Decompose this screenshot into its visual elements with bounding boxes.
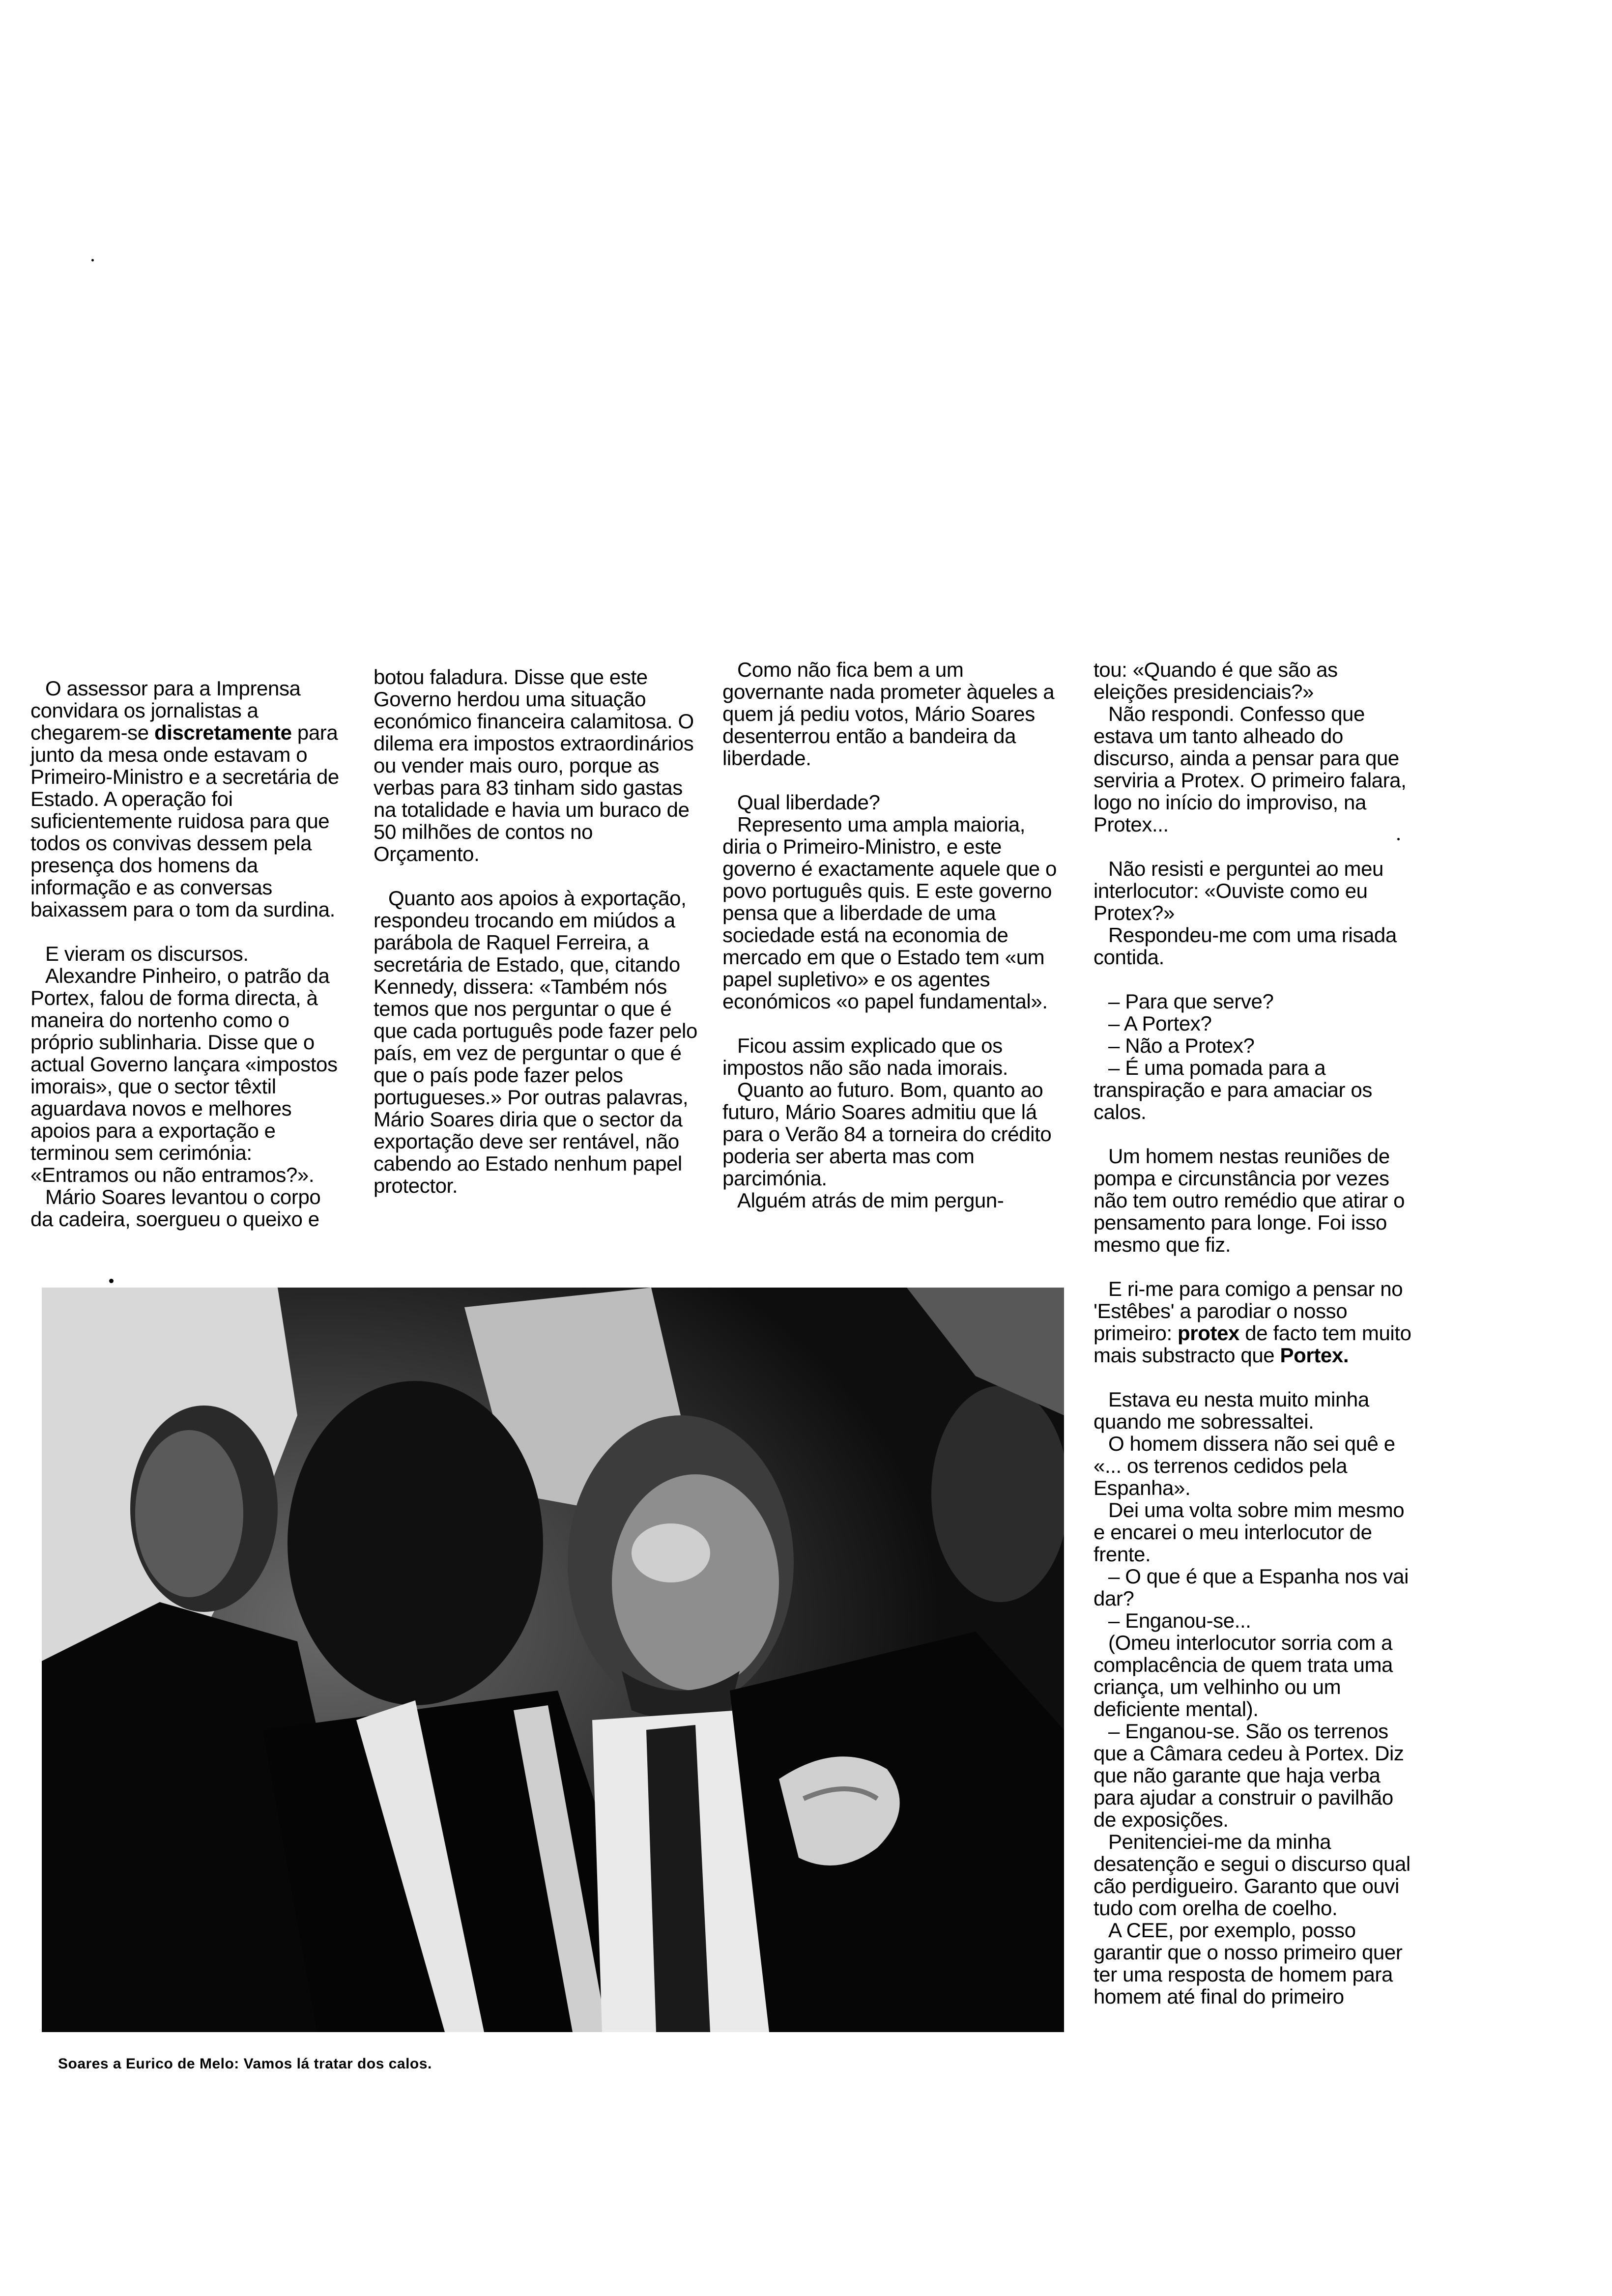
paragraph: Não resisti e perguntei ao meu interlocutor: «Ouviste como eu Protex?» xyxy=(1094,857,1383,924)
paragraph: Qual liberdade? xyxy=(737,791,880,814)
paragraph: E vieram os discursos. xyxy=(45,942,249,965)
photo-caption: Soares a Eurico de Melo: Vamos lá tratar dos calos. xyxy=(58,2056,432,2072)
paragraph: – Enganou-se... xyxy=(1108,1609,1251,1632)
paragraph: O homem dissera não sei quê e «... os terrenos cedidos pela Espanha». xyxy=(1094,1432,1395,1499)
paragraph: Um homem nestas reuniões de pompa e circunstância por vezes não tem outro remédio que atirar o pensamento para longe. Foi isso mesmo que fiz. xyxy=(1094,1145,1405,1256)
paragraph: Não respondi. Confesso que estava um tanto alheado do discurso, ainda a pensar para que serviria a Protex. O primeiro falara, logo no início do improviso, na Protex... xyxy=(1094,702,1407,836)
text: E ri-me para comigo a pensar no 'Estêbes' a parodiar o nosso primeiro: xyxy=(1094,1277,1403,1345)
photo-illustration xyxy=(42,1288,1064,2032)
paragraph: Respondeu-me com uma risada contida. xyxy=(1094,923,1397,969)
paragraph: Estava eu nesta muito minha quando me sobressaltei. xyxy=(1094,1388,1369,1433)
article-column-3 xyxy=(722,659,1057,1211)
article-column-2 xyxy=(374,666,703,1197)
paragraph: Alexandre Pinheiro, o patrão da Portex, falou de forma directa, à maneira do nortenho como o próprio sublinharia. Disse que o actual Governo lançara «impostos imorais», que o sector têxtil aguardava novos e melhores apoios para a exportação e terminou sem cerimónia: «Entramos ou não entramos?». xyxy=(30,964,338,1186)
paragraph: Alguém atrás de mim pergun- xyxy=(737,1189,1004,1212)
article-column-1 xyxy=(30,677,345,1230)
paragraph: Penitenciei-me da minha desatenção e segui o discurso qual cão perdigueiro. Garanto que ouvi tudo com orelha de coelho. xyxy=(1094,1830,1410,1920)
emphasis: discretamente xyxy=(154,721,292,744)
dialogue-line: – A Portex? xyxy=(1108,1012,1212,1035)
paragraph: A CEE, por exemplo, posso garantir que o nosso primeiro quer ter uma resposta de homem para homem até final do primeiro xyxy=(1094,1919,1403,2008)
speck xyxy=(91,259,94,261)
paragraph: Ficou assim explicado que os impostos não são nada imorais. xyxy=(722,1034,1008,1079)
text: O assessor para a Imprensa convidara os jornalistas a chegarem-se xyxy=(30,677,301,744)
dialogue-line: – Para que serve? xyxy=(1108,990,1274,1013)
text: para junto da mesa onde estavam o Primeiro-Ministro e a secretária de Estado. A operação foi suficientemente ruidosa para que todos os convivas dessem pela presença dos homens da informação e as conversas baixassem para o tom da surdina. xyxy=(30,721,339,921)
paragraph: – O que é que a Espanha nos vai dar? xyxy=(1094,1565,1409,1610)
news-photo xyxy=(42,1288,1064,2032)
paragraph xyxy=(30,677,345,920)
paragraph: Mário Soares levantou o corpo da cadeira, soergueu o queixo e xyxy=(30,1185,321,1231)
paragraph xyxy=(1094,1278,1413,1366)
paragraph: Represento uma ampla maioria, diria o Primeiro-Ministro, e este governo é exactamente aquele que o povo português quis. E este governo pensa que a liberdade de uma sociedade está na economia de mercado em que o Estado tem «um papel supletivo» e os agentes económicos «o papel fundamental». xyxy=(722,813,1057,1013)
emphasis: Portex. xyxy=(1280,1344,1349,1367)
paragraph: Como não fica bem a um governante nada prometer àqueles a quem já pediu votos, Mário Soares desenterrou então a bandeira da liberdade. xyxy=(722,658,1055,770)
paragraph: Quanto ao futuro. Bom, quanto ao futuro, Mário Soares admitiu que lá para o Verão 84 a torneira do crédito poderia ser aberta mas com parcimónia. xyxy=(722,1078,1052,1190)
paragraph: – Enganou-se. São os terrenos que a Câmara cedeu à Portex. Diz que não garante que haja verba para ajudar a construir o pavilhão de exposições. xyxy=(1094,1720,1404,1831)
emphasis: protex xyxy=(1178,1321,1240,1345)
text: de facto tem muito mais substracto que xyxy=(1094,1321,1411,1367)
dialogue-line: – É uma pomada para a transpiração e para amaciar os calos. xyxy=(1094,1056,1372,1123)
paragraph: (Omeu interlocutor sorria com a complacência de quem trata uma criança, um velhinho ou um deficiente mental). xyxy=(1094,1631,1393,1721)
paragraph: Dei uma volta sobre mim mesmo e encarei o meu interlocutor de frente. xyxy=(1094,1498,1405,1566)
paragraph: tou: «Quando é que são as eleições presidenciais?» xyxy=(1094,658,1338,703)
speck xyxy=(109,1279,114,1283)
paragraph: Quanto aos apoios à exportação, respondeu trocando em miúdos a parábola de Raquel Ferreira, a secretária de Estado, que, citando Kennedy, dissera: «Também nós temos que nos perguntar o que é que cada português pode fazer pelo país, em vez de perguntar o que é que o país pode fazer pelos portugueses.» Por outras palavras, Mário Soares diria que o sector da exportação deve ser rentável, não cabendo ao Estado nenhum papel protector. xyxy=(374,887,697,1197)
dialogue-line: – Não a Protex? xyxy=(1108,1034,1255,1057)
article-column-4 xyxy=(1094,659,1413,2008)
paragraph: botou faladura. Disse que este Governo herdou uma situação económico financeira calamitosa. O dilema era impostos extraordinários ou vender mais ouro, porque as verbas para 83 tinham sido gastas na totalidade e havia um buraco de 50 milhões de contos no Orçamento. xyxy=(374,665,694,865)
